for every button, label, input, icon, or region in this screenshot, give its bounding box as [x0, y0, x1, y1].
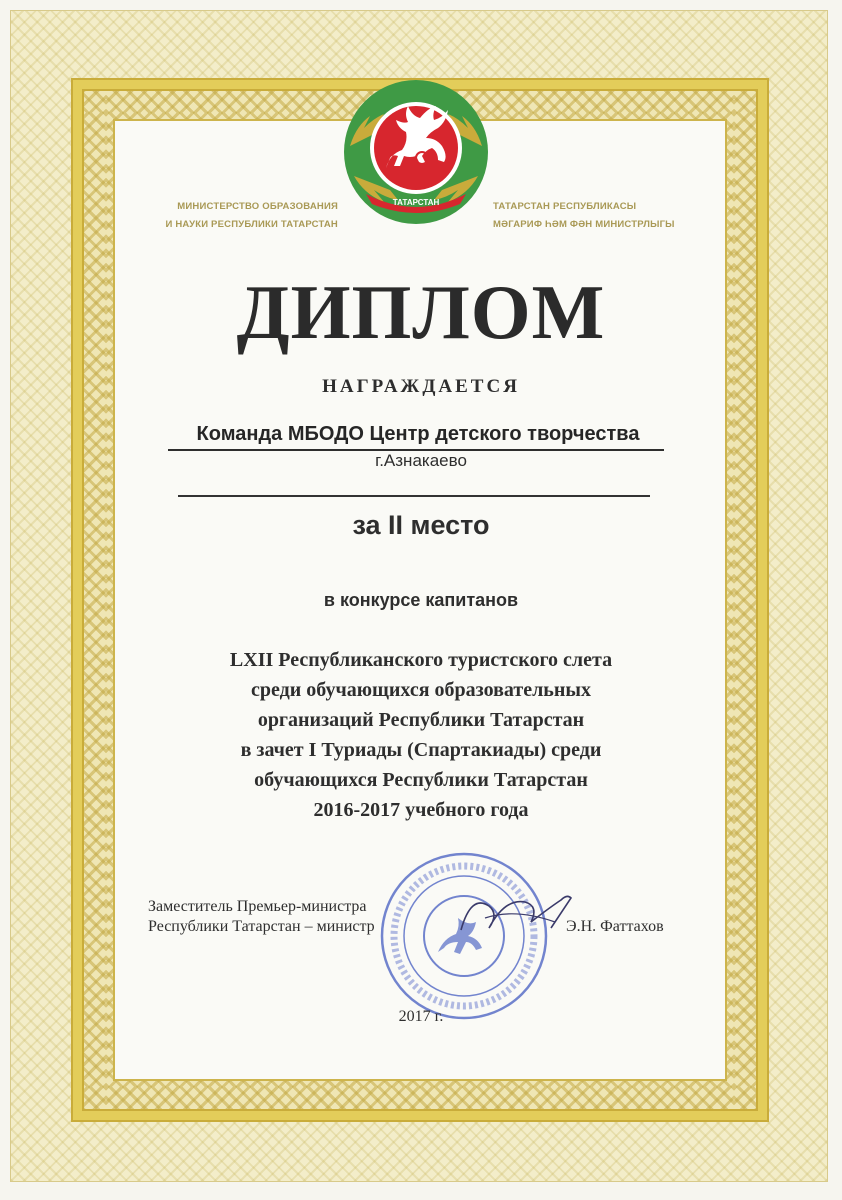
event-line: среди обучающихся образовательных	[250, 679, 592, 701]
diploma-title: ДИПЛОМ	[236, 269, 606, 355]
emblem-ribbon-text: ТАТАРСТАН	[392, 198, 440, 207]
contest-name: в конкурсе капитанов	[323, 590, 519, 610]
recipient-team: Команда МБОДО Центр детского творчества	[196, 423, 640, 445]
ministry-tt-line1: ТАТАРСТАН РЕСПУБЛИКАСЫ	[493, 201, 637, 212]
signatory-position-line2: Республики Татарстан – министр	[148, 918, 375, 935]
tatarstan-emblem-icon	[340, 76, 492, 228]
award-place: за II место	[352, 510, 490, 540]
signatory-name: Э.Н. Фаттахов	[566, 918, 664, 935]
event-line: 2016-2017 учебного года	[313, 799, 529, 821]
event-line: в зачет I Туриады (Спартакиады) среди	[240, 739, 602, 761]
ministry-tt-line2: МӘГАРИФ ҺӘМ ФӘН МИНИСТРЛЫГЫ	[493, 219, 675, 230]
event-line: обучающихся Республики Татарстан	[254, 769, 588, 791]
event-description	[0, 645, 842, 825]
recipient-city: г.Азнакаево	[375, 451, 467, 470]
ministry-name-tatar	[493, 198, 713, 234]
diploma-year: 2017 г.	[398, 1008, 444, 1025]
ministry-ru-line2: И НАУКИ РЕСПУБЛИКИ ТАТАРСТАН	[165, 219, 338, 230]
ministry-name-russian	[148, 198, 338, 234]
signatory-position	[148, 897, 375, 937]
ministry-ru-line1: МИНИСТЕРСТВО ОБРАЗОВАНИЯ	[177, 201, 338, 212]
signature-icon	[455, 878, 575, 948]
section-divider	[178, 495, 650, 497]
signatory-position-line1: Заместитель Премьер-министра	[148, 898, 367, 915]
event-line: LXII Республиканского туристского слета	[229, 649, 613, 671]
awarded-heading: НАГРАЖДАЕТСЯ	[322, 376, 520, 397]
event-line: организаций Республики Татарстан	[257, 709, 585, 731]
